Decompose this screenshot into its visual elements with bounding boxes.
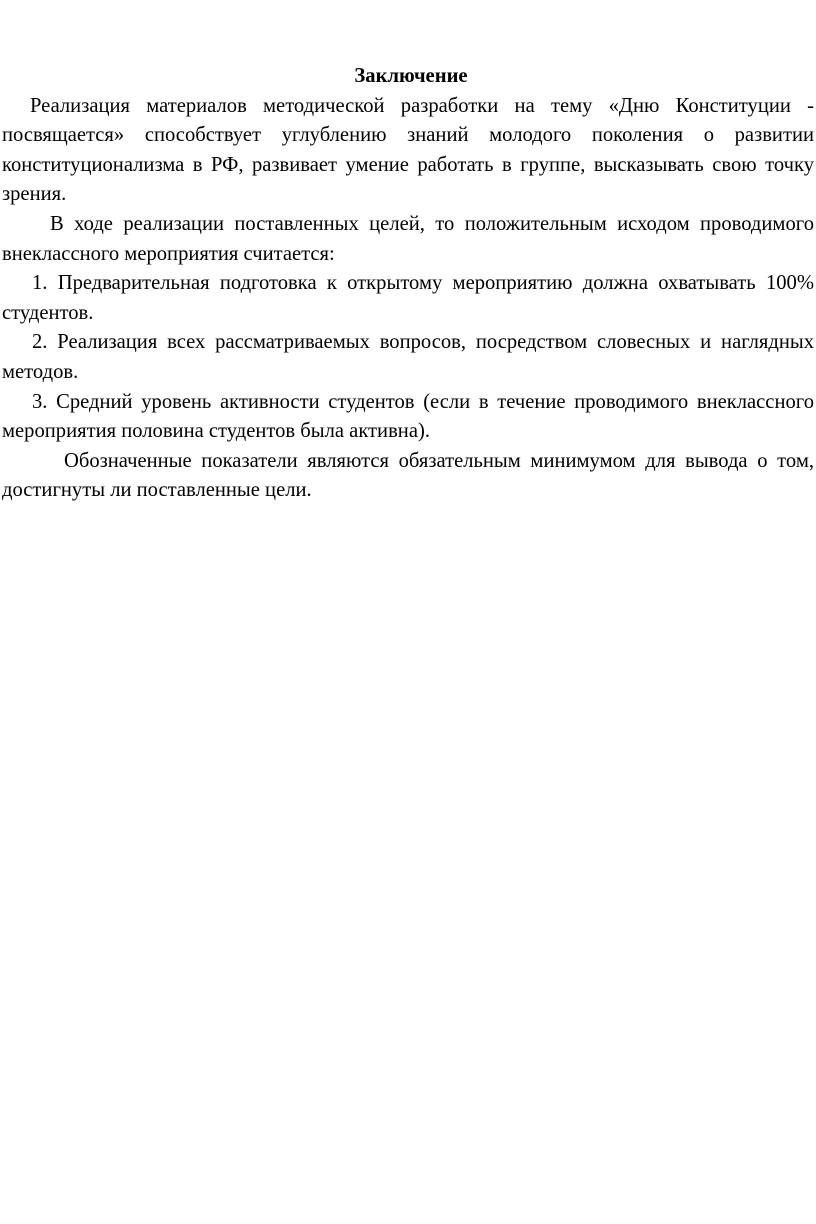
paragraph-intro: Реализация материалов методической разработки на тему «Дню Конституции - посвящается» способствует углублению знаний молодого поколения о развитии конституционализма в РФ, развивает умение работать в группе, высказывать свою точку зрения. [2,94,814,206]
document-title: Заключение [354,65,468,87]
paragraph-criteria: В ходе реализации поставленных целей, то положительным исходом проводимого внеклассного мероприятия считается: [2,212,814,265]
list-item-2: 2. Реализация всех рассматриваемых вопросов, посредством словесных и наглядных методов. [2,331,814,383]
list-item-1: 1. Предварительная подготовка к открытому мероприятию должна охватывать 100% студентов. [2,272,814,324]
document-page [0,62,816,506]
paragraph-closing: Обозначенные показатели являются обязательным минимумом для вывода о том, достигнуты ли поставленные цели. [2,449,814,502]
list-item-3: 3. Средний уровень активности студентов (если в течение проводимого внеклассного мероприятия половина студентов была активна). [2,390,814,443]
